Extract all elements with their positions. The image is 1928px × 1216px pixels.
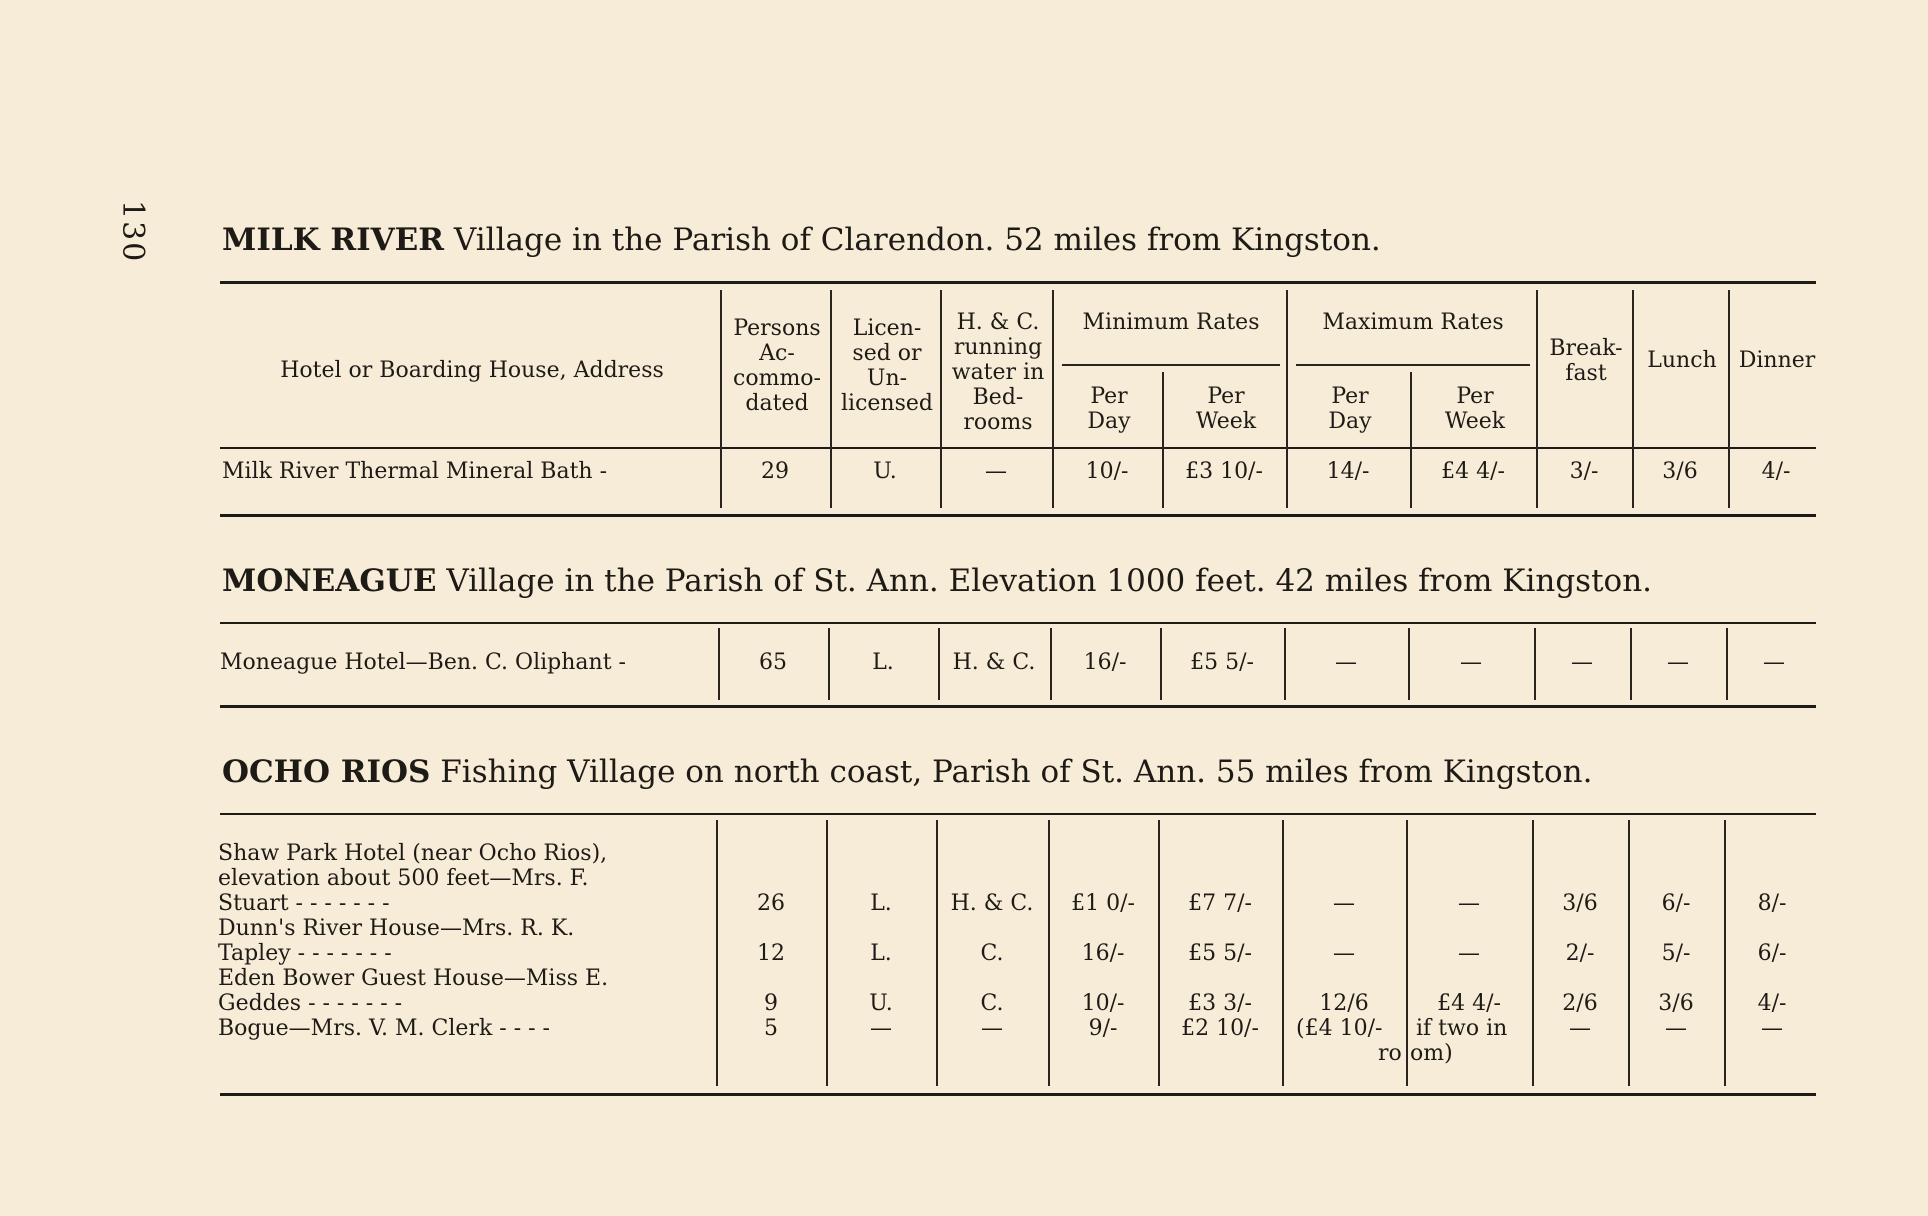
rule [220,1093,1816,1096]
min-per-day-value: 9/- [1088,1016,1118,1041]
dinner-value: 4/- [1757,991,1787,1016]
col-header-hot-cold [942,310,1054,435]
rule [220,447,1816,449]
column-divider [1410,372,1412,508]
dinner-value: 6/- [1757,941,1787,966]
header-line: licensed [841,391,933,416]
header-line: Licen- [852,316,922,341]
col-header-min-per-week [1164,384,1288,434]
col-header-persons [722,316,832,416]
header-line: rooms [963,410,1033,435]
persons-value: 29 [761,459,789,484]
col-header-lunch: Lunch [1647,348,1717,373]
section-place-name: MONEAGUE [222,563,437,599]
hotel-name: Tapley - - - - - - - [218,941,392,966]
lunch-value: 3/6 [1658,991,1694,1016]
persons-value: 12 [757,941,785,966]
hot-cold-value: — [981,1016,1003,1041]
min-per-week-value: £3 10/- [1185,459,1263,484]
min-per-day-value: 16/- [1081,941,1125,966]
header-line: fast [1565,361,1607,386]
section-heading-moneague [222,563,1652,599]
breakfast-value: — [1571,650,1593,675]
col-header-hotel: Hotel or Boarding House, Address [280,358,664,383]
rule [220,514,1816,517]
hotel-name: Dunn's River House—Mrs. R. K. [218,916,575,941]
col-header-breakfast [1538,336,1634,386]
col-header-min-per-day [1054,384,1164,434]
hotel-name: Stuart - - - - - - - [218,891,390,916]
column-divider [1162,372,1164,508]
breakfast-value: 3/- [1569,459,1599,484]
header-line: dated [745,391,809,416]
min-per-week-value: £2 10/- [1181,1016,1259,1041]
section-description: Village in the Parish of St. Ann. Elevation 1000 feet. 42 miles from Kingston. [436,563,1653,599]
max-per-week-value: — [1458,941,1480,966]
max-per-day-value: (£4 10/- [1296,1016,1383,1041]
header-line: Week [1444,409,1506,434]
hot-cold-value: C. [980,991,1004,1016]
lunch-value: 5/- [1661,941,1691,966]
col-header-minimum-rates: Minimum Rates [1082,310,1260,335]
header-line: H. & C. [956,310,1040,335]
header-line: sed or [852,341,922,366]
min-per-week-value: £5 5/- [1188,941,1252,966]
col-header-max-per-week [1412,384,1538,434]
max-per-week-value: £4 4/- [1437,991,1501,1016]
persons-value: 5 [764,1016,778,1041]
header-line: water in [951,360,1045,385]
max-per-day-value: — [1333,891,1355,916]
header-line: Persons [733,316,821,341]
hotel-name: Shaw Park Hotel (near Ocho Rios), [218,841,608,866]
rule [220,705,1816,708]
max-per-week-value: — [1460,650,1482,675]
rule [1296,364,1530,366]
lunch-value: — [1665,1016,1687,1041]
breakfast-value: — [1569,1016,1591,1041]
section-description: Fishing Village on north coast, Parish of St. Ann. 55 miles from Kingston. [430,754,1593,790]
header-line: running [953,335,1043,360]
hotel-name: elevation about 500 feet—Mrs. F. [218,866,589,891]
header-line: Bed- [972,385,1024,410]
hotel-name: Bogue—Mrs. V. M. Clerk - - - - [218,1016,550,1041]
header-line: Break- [1549,336,1623,361]
dinner-value: 4/- [1761,459,1791,484]
breakfast-value: 2/- [1565,941,1595,966]
max-per-week-continuation: om) [1410,1041,1453,1066]
header-line: commo- [733,366,821,391]
max-per-day-value: — [1335,650,1357,675]
breakfast-value: 2/6 [1562,991,1598,1016]
header-line: Per [1331,384,1369,409]
min-per-week-value: £5 5/- [1190,650,1254,675]
header-line: Ac- [759,341,795,366]
page-number: 130 [115,200,150,264]
min-per-week-value: £3 3/- [1188,991,1252,1016]
hotel-name: Milk River Thermal Mineral Bath - [222,459,607,484]
col-header-max-per-day [1288,384,1412,434]
licensed-value: U. [873,459,897,484]
hotel-name: Geddes - - - - - - - [218,991,403,1016]
hot-cold-value: C. [980,941,1004,966]
licensed-value: L. [870,941,892,966]
max-per-day-continuation: ro [1378,1041,1402,1066]
dinner-value: 8/- [1757,891,1787,916]
min-per-day-value: £1 0/- [1071,891,1135,916]
rule [220,281,1816,284]
licensed-value: L. [870,891,892,916]
licensed-value: U. [869,991,893,1016]
header-line: Day [1328,409,1372,434]
max-per-week-value: if two in [1416,1016,1508,1041]
hotel-name: Moneague Hotel—Ben. C. Oliphant - [220,650,626,675]
col-header-licensed [832,316,942,416]
header-line: Per [1456,384,1494,409]
lunch-value: 3/6 [1662,459,1698,484]
hotel-name: Eden Bower Guest House—Miss E. [218,966,609,991]
licensed-value: — [870,1016,892,1041]
licensed-value: L. [872,650,894,675]
lunch-value: 6/- [1661,891,1691,916]
col-header-dinner: Dinner [1738,348,1816,373]
persons-value: 26 [757,891,785,916]
min-per-day-value: 10/- [1085,459,1129,484]
max-per-week-value: £4 4/- [1441,459,1505,484]
section-place-name: OCHO RIOS [222,754,431,790]
col-header-maximum-rates: Maximum Rates [1322,310,1504,335]
header-line: Un- [866,366,908,391]
persons-value: 9 [764,991,778,1016]
header-line: Day [1087,409,1131,434]
rule [1062,364,1280,366]
min-per-day-value: 10/- [1081,991,1125,1016]
section-description: Village in the Parish of Clarendon. 52 miles from Kingston. [444,222,1381,258]
lunch-value: — [1667,650,1689,675]
min-per-day-value: 16/- [1083,650,1127,675]
persons-value: 65 [759,650,787,675]
section-heading-milk-river [222,222,1381,258]
header-line: Week [1195,409,1257,434]
hot-cold-value: H. & C. [952,650,1036,675]
max-per-day-value: 12/6 [1319,991,1369,1016]
max-per-day-value: 14/- [1326,459,1370,484]
section-heading-ocho-rios [222,754,1592,790]
max-per-week-value: — [1458,891,1480,916]
max-per-day-value: — [1333,941,1355,966]
header-line: Per [1090,384,1128,409]
rule [220,813,1816,815]
section-place-name: MILK RIVER [222,222,445,258]
hot-cold-value: — [985,459,1007,484]
header-line: Per [1207,384,1245,409]
dinner-value: — [1763,650,1785,675]
dinner-value: — [1761,1016,1783,1041]
hot-cold-value: H. & C. [950,891,1034,916]
rule [220,622,1816,624]
min-per-week-value: £7 7/- [1188,891,1252,916]
breakfast-value: 3/6 [1562,891,1598,916]
